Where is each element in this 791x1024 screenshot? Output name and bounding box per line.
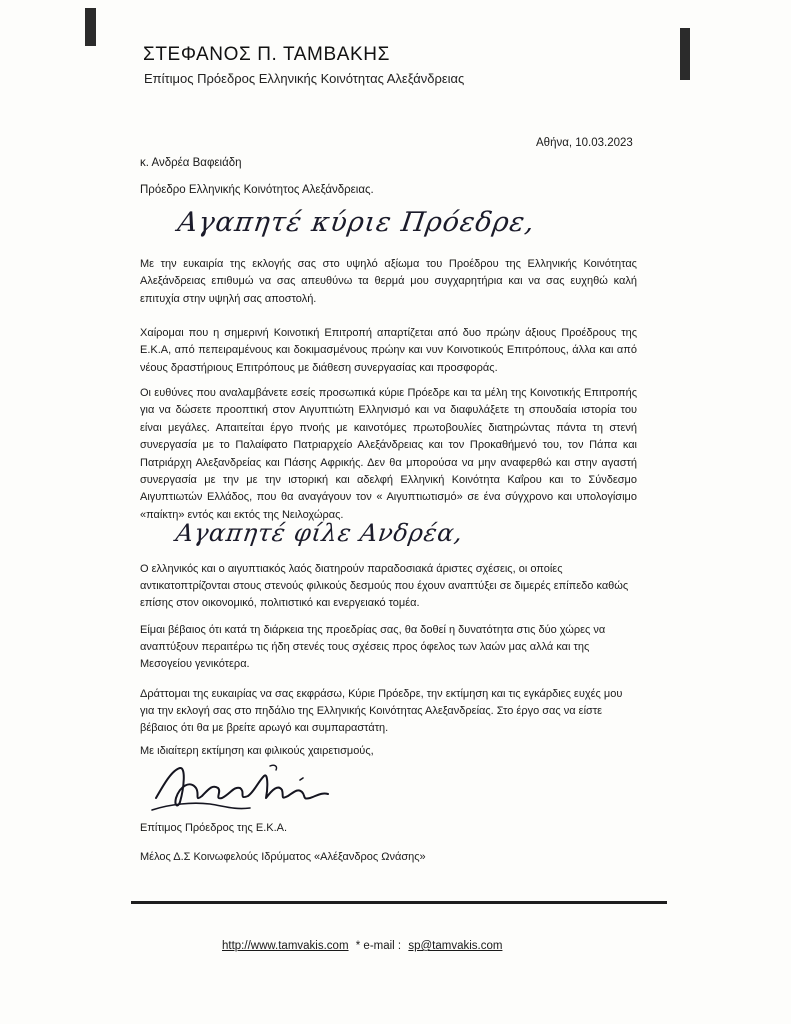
paragraph-committee: Χαίρομαι που η σημερινή Κοινοτική Επιτροπή απαρτίζεται από δυο πρώην άξιους Προέδρους της Ε.Κ.Α, από πεπειραμένους και δοκιμασμένους πρώην και νυν Κοινοτικούς Επιτρόπους, άλλα και από νέους δραστήριους Επιτρόπους με διάθεση συνεργασίας και προσφοράς. bbox=[140, 327, 637, 374]
scan-edge-mark-right bbox=[680, 28, 690, 80]
closing-line: Με ιδιαίτερη εκτίμηση και φιλικούς χαιρετισμούς, bbox=[140, 745, 374, 757]
signature-role: Επίτιμος Πρόεδρος της Ε.Κ.Α. bbox=[140, 822, 288, 834]
letterhead-title: Επίτιμος Πρόεδρος Ελληνικής Κοινότητας Αλεξάνδρειας bbox=[144, 71, 465, 86]
footer-contact bbox=[222, 940, 502, 952]
paragraph-responsibilities: Οι ευθύνες που αναλαμβάνετε εσείς προσωπικά κύριε Πρόεδρε και τα μέλη της Κοινοτικής Επιτροπής για να δώσετε προοπτική στον Αιγυπτιώτη Ελληνισμό και να διαφυλάξετε τη σπουδαία ιστορία του είναι μεγάλες. Απαιτείται έργο πνοής με καινοτόμες πρωτοβουλίες διατηρώντας πάντα τη στενή συνεργασία με το Παλαίφατο Πατριαρχείο Αλεξάνδρειας και τον Προκαθήμενό του, τον Πάπα και Πατριάρχη Αλεξανδρείας και Πάσης Αφρικής. Δεν θα μπορούσα να μην αναφερθώ και στην αγαστή συνεργασία με την με την ιστορική και αδελφή Ελληνική Κοινότητα Καΐρου και το Σύνδεσμο Αιγυπτιωτών Ελλάδος, που θα αναγάγουν τον « Αιγυπτιωτισμό» σε ένα σύγχρονο και υπολογίσιμο «παίκτη» εντός και εκτός της Νειλοχώρας. bbox=[140, 387, 637, 521]
paragraph-presidency: Είμαι βέβαιος ότι κατά τη διάρκεια της προεδρίας σας, θα δοθεί η δυνατότητα στις δύο χώρες να αναπτύξουν περαιτέρω τις ήδη στενές τους σχέσεις προς όφελος των λαών μας αλλά και της Μεσογείου γενικότερα. bbox=[140, 624, 606, 671]
email-link[interactable]: sp@tamvakis.com bbox=[408, 940, 503, 952]
handwritten-signature bbox=[150, 758, 350, 820]
paragraph-congratulations: Με την ευκαιρία της εκλογής σας στο υψηλό αξίωμα του Προέδρου της Ελληνικής Κοινότητας Αλεξάνδρειας επιθυμώ να σας απευθύνω τα θερμά μου συγχαρητήρια και να σας ευχηθώ καλή επιτυχία στην υψηλή σας αποστολή. bbox=[140, 258, 637, 305]
handwritten-salutation-president: Αγαπητέ κύριε Πρόεδρε, bbox=[175, 207, 537, 238]
recipient-name: κ. Ανδρέα Βαφειάδη bbox=[140, 157, 242, 169]
signature-membership: Μέλος Δ.Σ Κοινωφελούς Ιδρύματος «Αλέξανδρος Ωνάσης» bbox=[140, 851, 426, 863]
scan-edge-mark-left bbox=[85, 8, 96, 46]
handwritten-salutation-friend: Αγαπητέ φίλε Ανδρέα, bbox=[174, 519, 465, 547]
letterhead-name: ΣΤΕΦΑΝΟΣ Π. ΤΑΜΒΑΚΗΣ bbox=[143, 44, 390, 65]
paragraph-wishes: Δράττομαι της ευκαιρίας να σας εκφράσω, Κύριε Πρόεδρε, την εκτίμηση και τις εγκάρδιες ευχές μου για την εκλογή σας στο πηδάλιο της Ελληνικής Κοινότητας Αλεξανδρείας. Στο έργο σας να είστε βέβαιος ότι θα με βρείτε αρωγό και συμπαραστάτη. bbox=[140, 688, 623, 735]
paragraph-relations: Ο ελληνικός και ο αιγυπτιακός λαός διατηρούν παραδοσιακά άριστες σχέσεις, οι οποίες αντικατοπτρίζονται στους στενούς φιλικούς δεσμούς που έχουν αναπτύξει σε διμερές επίπεδο καθώς επίσης στον οικονομικό, πολιτιστικό και ενεργειακό τομέα. bbox=[140, 563, 629, 610]
website-link[interactable]: http://www.tamvakis.com bbox=[222, 940, 349, 952]
email-label: * e-mail : bbox=[355, 940, 402, 952]
recipient-title: Πρόεδρο Ελληνικής Κοινότητος Αλεξάνδρειας. bbox=[140, 184, 374, 196]
letter-date: Αθήνα, 10.03.2023 bbox=[536, 137, 633, 149]
footer-divider bbox=[131, 901, 667, 904]
